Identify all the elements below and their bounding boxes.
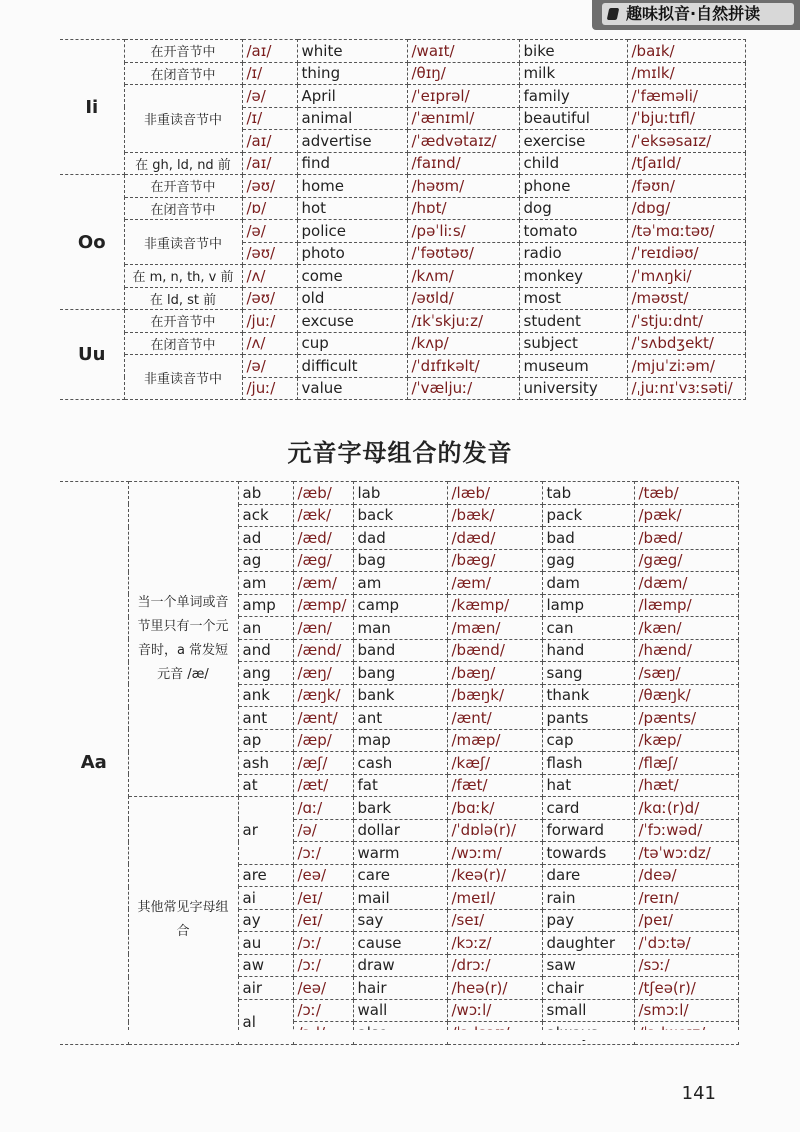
word-ipa-cell: /mɪlk/ bbox=[627, 62, 745, 85]
word-cell: subject bbox=[519, 332, 627, 355]
table-row bbox=[60, 797, 738, 820]
word-cell: camp bbox=[353, 594, 447, 617]
word-ipa-cell: /kæʃ/ bbox=[447, 752, 542, 775]
word-cell: student bbox=[519, 310, 627, 333]
word-ipa-cell: /ˈænɪml/ bbox=[407, 107, 519, 130]
word-ipa-cell: /fæt/ bbox=[447, 774, 542, 797]
word-ipa-cell: /mjuˈziːəm/ bbox=[627, 355, 745, 378]
word-ipa-cell: /mæp/ bbox=[447, 729, 542, 752]
word-ipa-cell: /ɪkˈskjuːz/ bbox=[407, 310, 519, 333]
ipa-cell: /eə/ bbox=[293, 864, 353, 887]
ipa-cell: /æʃ/ bbox=[293, 752, 353, 775]
word-ipa-cell: /ˈdɪfɪkəlt/ bbox=[407, 355, 519, 378]
word-ipa-cell: /bæŋk/ bbox=[447, 684, 542, 707]
combo-cell: air bbox=[238, 977, 293, 1000]
ipa-cell: /æk/ bbox=[293, 504, 353, 527]
word-ipa-cell: /pænts/ bbox=[634, 707, 738, 730]
table-row bbox=[60, 175, 745, 198]
ipa-cell: /ɔː/ bbox=[293, 842, 353, 865]
word-cell: care bbox=[353, 864, 447, 887]
table-row bbox=[60, 85, 745, 108]
word-ipa-cell: /ænt/ bbox=[447, 707, 542, 730]
ipa-cell: /æmp/ bbox=[293, 594, 353, 617]
bookmark-icon bbox=[607, 8, 620, 20]
ipa-cell: /æŋ/ bbox=[293, 662, 353, 685]
word-ipa-cell: /heə(r)/ bbox=[447, 977, 542, 1000]
condition-cell: 非重读音节中 bbox=[124, 220, 242, 265]
header-title: 趣味拟音·自然拼读 bbox=[626, 4, 761, 23]
word-cell: cause bbox=[353, 932, 447, 955]
word-cell: draw bbox=[353, 954, 447, 977]
word-cell: bank bbox=[353, 684, 447, 707]
word-cell: hot bbox=[297, 197, 407, 220]
condition-cell: 非重读音节中 bbox=[124, 85, 242, 153]
word-ipa-cell: /ˈmʌŋki/ bbox=[627, 265, 745, 288]
word-cell: find bbox=[297, 152, 407, 175]
word-cell: bag bbox=[353, 549, 447, 572]
word-cell: value bbox=[297, 377, 407, 400]
word-cell: most bbox=[519, 287, 627, 310]
ipa-cell: /əʊ/ bbox=[242, 175, 297, 198]
page-number: 141 bbox=[681, 1083, 716, 1104]
ipa-cell: /juː/ bbox=[242, 310, 297, 333]
word-ipa-cell: /ˈfəʊtəʊ/ bbox=[407, 242, 519, 265]
word-ipa-cell: /dæd/ bbox=[447, 527, 542, 550]
word-cell: milk bbox=[519, 62, 627, 85]
ipa-cell: /æd/ bbox=[293, 527, 353, 550]
word-cell: monkey bbox=[519, 265, 627, 288]
word-ipa-cell: /ˈreɪdiəʊ/ bbox=[627, 242, 745, 265]
combo-cell: am bbox=[238, 572, 293, 595]
word-ipa-cell: /kʌp/ bbox=[407, 332, 519, 355]
word-cell: map bbox=[353, 729, 447, 752]
word-ipa-cell: /təˈwɔːdz/ bbox=[634, 842, 738, 865]
condition-cell: 在 gh, ld, nd 前 bbox=[124, 152, 242, 175]
table-row bbox=[60, 482, 738, 505]
word-ipa-cell: /læmp/ bbox=[634, 594, 738, 617]
word-ipa-cell: /baɪk/ bbox=[627, 40, 745, 63]
condition-cell: 在开音节中 bbox=[124, 310, 242, 333]
word-cell: museum bbox=[519, 355, 627, 378]
word-cell: phone bbox=[519, 175, 627, 198]
word-cell: towards bbox=[542, 842, 634, 865]
condition-cell: 在 m, n, th, v 前 bbox=[124, 265, 242, 288]
word-ipa-cell: /kɔːz/ bbox=[447, 932, 542, 955]
word-cell: chair bbox=[542, 977, 634, 1000]
word-cell: flash bbox=[542, 752, 634, 775]
word-ipa-cell: /hɒt/ bbox=[407, 197, 519, 220]
table-row bbox=[60, 310, 745, 333]
word-ipa-cell: /bæd/ bbox=[634, 527, 738, 550]
word-cell: warm bbox=[353, 842, 447, 865]
word-cell: police bbox=[297, 220, 407, 243]
word-ipa-cell: /əʊld/ bbox=[407, 287, 519, 310]
word-ipa-cell: /mæn/ bbox=[447, 617, 542, 640]
word-ipa-cell: /ˈvæljuː/ bbox=[407, 377, 519, 400]
word-ipa-cell: /ˈfɔːwəd/ bbox=[634, 819, 738, 842]
word-ipa-cell: /bæg/ bbox=[447, 549, 542, 572]
word-cell: cup bbox=[297, 332, 407, 355]
ipa-cell: /ænd/ bbox=[293, 639, 353, 662]
ipa-cell: /aɪ/ bbox=[242, 130, 297, 153]
word-ipa-cell: /pəˈliːs/ bbox=[407, 220, 519, 243]
ipa-cell: /ə/ bbox=[293, 819, 353, 842]
word-ipa-cell: /sæŋ/ bbox=[634, 662, 738, 685]
word-ipa-cell: /wɔːl/ bbox=[447, 999, 542, 1022]
word-ipa-cell: /kɑː(r)d/ bbox=[634, 797, 738, 820]
combo-cell: ai bbox=[238, 887, 293, 910]
word-ipa-cell: /dæm/ bbox=[634, 572, 738, 595]
word-ipa-cell: /ˈdɔːtə/ bbox=[634, 932, 738, 955]
word-ipa-cell: /θɪŋ/ bbox=[407, 62, 519, 85]
ipa-cell: /æg/ bbox=[293, 549, 353, 572]
combo-cell: aw bbox=[238, 954, 293, 977]
section-title: 元音字母组合的发音 bbox=[287, 439, 513, 467]
word-cell: bark bbox=[353, 797, 447, 820]
combo-cell: an bbox=[238, 617, 293, 640]
word-ipa-cell: /ˈeksəsaɪz/ bbox=[627, 130, 745, 153]
word-cell: child bbox=[519, 152, 627, 175]
ipa-cell: /æt/ bbox=[293, 774, 353, 797]
combo-cell: ash bbox=[238, 752, 293, 775]
combo-cell: are bbox=[238, 864, 293, 887]
table-row bbox=[60, 265, 745, 288]
word-cell: mail bbox=[353, 887, 447, 910]
word-cell: hat bbox=[542, 774, 634, 797]
word-ipa-cell: /tʃaɪld/ bbox=[627, 152, 745, 175]
word-ipa-cell: /kæp/ bbox=[634, 729, 738, 752]
combo-cell: ag bbox=[238, 549, 293, 572]
word-cell: old bbox=[297, 287, 407, 310]
ipa-cell: /ʌ/ bbox=[242, 332, 297, 355]
word-cell: dam bbox=[542, 572, 634, 595]
word-ipa-cell: /kæn/ bbox=[634, 617, 738, 640]
word-cell: tomato bbox=[519, 220, 627, 243]
word-cell: band bbox=[353, 639, 447, 662]
word-cell: dare bbox=[542, 864, 634, 887]
word-cell: daughter bbox=[542, 932, 634, 955]
word-cell: photo bbox=[297, 242, 407, 265]
word-cell: can bbox=[542, 617, 634, 640]
ipa-cell: /ɒ/ bbox=[242, 197, 297, 220]
condition-cell: 在闭音节中 bbox=[124, 332, 242, 355]
combo-cell: ang bbox=[238, 662, 293, 685]
ipa-cell: /ɪ/ bbox=[242, 62, 297, 85]
ipa-cell: /ə/ bbox=[242, 220, 297, 243]
word-ipa-cell: /ˈædvətaɪz/ bbox=[407, 130, 519, 153]
combo-cell: ank bbox=[238, 684, 293, 707]
word-ipa-cell: /bɑːk/ bbox=[447, 797, 542, 820]
condition-cell: 在闭音节中 bbox=[124, 62, 242, 85]
word-cell: dog bbox=[519, 197, 627, 220]
word-ipa-cell: /flæʃ/ bbox=[634, 752, 738, 775]
word-cell: excuse bbox=[297, 310, 407, 333]
word-ipa-cell: /kʌm/ bbox=[407, 265, 519, 288]
ipa-cell: /ə/ bbox=[242, 355, 297, 378]
condition-cell: 在 ld, st 前 bbox=[124, 287, 242, 310]
word-ipa-cell: /ˈsʌbdʒekt/ bbox=[627, 332, 745, 355]
word-cell: ant bbox=[353, 707, 447, 730]
word-ipa-cell: /θæŋk/ bbox=[634, 684, 738, 707]
word-ipa-cell: /həʊm/ bbox=[407, 175, 519, 198]
word-cell: home bbox=[297, 175, 407, 198]
ipa-cell: /æŋk/ bbox=[293, 684, 353, 707]
condition-cell: 在闭音节中 bbox=[124, 197, 242, 220]
word-ipa-cell: /tʃeə(r)/ bbox=[634, 977, 738, 1000]
combo-cell: ack bbox=[238, 504, 293, 527]
word-cell: gag bbox=[542, 549, 634, 572]
ipa-cell: /æb/ bbox=[293, 482, 353, 505]
word-cell: radio bbox=[519, 242, 627, 265]
word-ipa-cell: /ˈstjuːdnt/ bbox=[627, 310, 745, 333]
header-title-box bbox=[602, 3, 794, 25]
combo-cell: at bbox=[238, 774, 293, 797]
letter-cell: Ii bbox=[60, 40, 124, 175]
word-ipa-cell: /deə/ bbox=[634, 864, 738, 887]
ipa-cell: /əʊ/ bbox=[242, 287, 297, 310]
word-ipa-cell: /dɒg/ bbox=[627, 197, 745, 220]
combo-cell: ab bbox=[238, 482, 293, 505]
word-cell: bike bbox=[519, 40, 627, 63]
vowel-combination-table bbox=[60, 481, 739, 1045]
ipa-cell: /eɪ/ bbox=[293, 887, 353, 910]
word-ipa-cell: /sɔː/ bbox=[634, 954, 738, 977]
ipa-cell: /ɑː/ bbox=[293, 797, 353, 820]
ipa-cell: /æm/ bbox=[293, 572, 353, 595]
ipa-cell: /æp/ bbox=[293, 729, 353, 752]
word-cell: small bbox=[542, 999, 634, 1022]
table-row bbox=[60, 287, 745, 310]
word-cell: hand bbox=[542, 639, 634, 662]
word-ipa-cell: /smɔːl/ bbox=[634, 999, 738, 1022]
ipa-cell: /aɪ/ bbox=[242, 152, 297, 175]
word-cell: family bbox=[519, 85, 627, 108]
word-ipa-cell: /faɪnd/ bbox=[407, 152, 519, 175]
table-row bbox=[60, 332, 745, 355]
word-cell: dad bbox=[353, 527, 447, 550]
word-cell: cap bbox=[542, 729, 634, 752]
word-cell: card bbox=[542, 797, 634, 820]
condition-cell: 当一个单词或音节里只有一个元音时，a 常发短元音 /æ/ bbox=[128, 482, 238, 797]
word-cell: pack bbox=[542, 504, 634, 527]
word-ipa-cell: /məʊst/ bbox=[627, 287, 745, 310]
word-cell: lab bbox=[353, 482, 447, 505]
table-row bbox=[60, 197, 745, 220]
word-ipa-cell: /ˈdɒlə(r)/ bbox=[447, 819, 542, 842]
word-cell: am bbox=[353, 572, 447, 595]
letter-cell: Oo bbox=[60, 175, 124, 310]
word-cell: beautiful bbox=[519, 107, 627, 130]
word-cell: rain bbox=[542, 887, 634, 910]
word-ipa-cell: /ˈfæməli/ bbox=[627, 85, 745, 108]
word-ipa-cell: /hæt/ bbox=[634, 774, 738, 797]
word-ipa-cell: /fəʊn/ bbox=[627, 175, 745, 198]
ipa-cell: /æn/ bbox=[293, 617, 353, 640]
table-row bbox=[60, 40, 745, 63]
word-cell: pants bbox=[542, 707, 634, 730]
word-cell: say bbox=[353, 909, 447, 932]
condition-cell: 非重读音节中 bbox=[124, 355, 242, 400]
ipa-cell: /eə/ bbox=[293, 977, 353, 1000]
word-ipa-cell: /ˌjuːnɪˈvɜːsəti/ bbox=[627, 377, 745, 400]
word-cell: bad bbox=[542, 527, 634, 550]
word-cell: sang bbox=[542, 662, 634, 685]
word-cell: man bbox=[353, 617, 447, 640]
ipa-cell: /ɔː/ bbox=[293, 999, 353, 1022]
word-cell: come bbox=[297, 265, 407, 288]
table-row bbox=[60, 152, 745, 175]
word-ipa-cell: /ˈeɪprəl/ bbox=[407, 85, 519, 108]
word-ipa-cell: /læb/ bbox=[447, 482, 542, 505]
word-cell: advertise bbox=[297, 130, 407, 153]
ipa-cell: /ə/ bbox=[242, 85, 297, 108]
word-cell: back bbox=[353, 504, 447, 527]
word-cell: exercise bbox=[519, 130, 627, 153]
word-cell: fat bbox=[353, 774, 447, 797]
condition-cell: 在开音节中 bbox=[124, 40, 242, 63]
table-row bbox=[60, 62, 745, 85]
word-ipa-cell: /bæk/ bbox=[447, 504, 542, 527]
word-cell: animal bbox=[297, 107, 407, 130]
word-ipa-cell: /peɪ/ bbox=[634, 909, 738, 932]
word-ipa-cell: /bæŋ/ bbox=[447, 662, 542, 685]
word-cell: forward bbox=[542, 819, 634, 842]
word-cell: university bbox=[519, 377, 627, 400]
combo-cell: and bbox=[238, 639, 293, 662]
word-cell: cash bbox=[353, 752, 447, 775]
word-cell: white bbox=[297, 40, 407, 63]
condition-cell: 其他常见字母组合 bbox=[128, 797, 238, 1045]
word-cell: thing bbox=[297, 62, 407, 85]
page-cutoff-mask bbox=[60, 1030, 750, 1040]
word-cell: tab bbox=[542, 482, 634, 505]
word-cell: dollar bbox=[353, 819, 447, 842]
word-cell: April bbox=[297, 85, 407, 108]
word-cell: thank bbox=[542, 684, 634, 707]
word-ipa-cell: /reɪn/ bbox=[634, 887, 738, 910]
combo-cell: au bbox=[238, 932, 293, 955]
vowel-letter-table bbox=[60, 39, 746, 400]
table-row bbox=[60, 355, 745, 378]
word-cell: saw bbox=[542, 954, 634, 977]
word-ipa-cell: /drɔː/ bbox=[447, 954, 542, 977]
combo-cell: ad bbox=[238, 527, 293, 550]
combo-cell: ar bbox=[238, 797, 293, 865]
word-cell: pay bbox=[542, 909, 634, 932]
combo-cell: ay bbox=[238, 909, 293, 932]
table-row bbox=[60, 220, 745, 243]
word-ipa-cell: /wɔːm/ bbox=[447, 842, 542, 865]
word-ipa-cell: /bænd/ bbox=[447, 639, 542, 662]
ipa-cell: /aɪ/ bbox=[242, 40, 297, 63]
word-ipa-cell: /pæk/ bbox=[634, 504, 738, 527]
word-cell: lamp bbox=[542, 594, 634, 617]
ipa-cell: /juː/ bbox=[242, 377, 297, 400]
word-ipa-cell: /hænd/ bbox=[634, 639, 738, 662]
word-cell: bang bbox=[353, 662, 447, 685]
word-ipa-cell: /æm/ bbox=[447, 572, 542, 595]
letter-cell: Aa bbox=[60, 482, 128, 1045]
word-cell: hair bbox=[353, 977, 447, 1000]
combo-cell: ant bbox=[238, 707, 293, 730]
ipa-cell: /ɔː/ bbox=[293, 932, 353, 955]
condition-cell: 在开音节中 bbox=[124, 175, 242, 198]
word-cell: difficult bbox=[297, 355, 407, 378]
word-ipa-cell: /waɪt/ bbox=[407, 40, 519, 63]
word-ipa-cell: /təˈmɑːtəʊ/ bbox=[627, 220, 745, 243]
combo-cell: amp bbox=[238, 594, 293, 617]
combo-cell: al bbox=[238, 999, 293, 1044]
letter-cell: Uu bbox=[60, 310, 124, 400]
word-cell: wall bbox=[353, 999, 447, 1022]
word-ipa-cell: /meɪl/ bbox=[447, 887, 542, 910]
header-tab bbox=[592, 0, 800, 30]
ipa-cell: /ɪ/ bbox=[242, 107, 297, 130]
ipa-cell: /eɪ/ bbox=[293, 909, 353, 932]
word-ipa-cell: /seɪ/ bbox=[447, 909, 542, 932]
combo-cell: ap bbox=[238, 729, 293, 752]
ipa-cell: /ɔː/ bbox=[293, 954, 353, 977]
ipa-cell: /ʌ/ bbox=[242, 265, 297, 288]
word-ipa-cell: /ˈbjuːtɪfl/ bbox=[627, 107, 745, 130]
ipa-cell: /ænt/ bbox=[293, 707, 353, 730]
word-ipa-cell: /tæb/ bbox=[634, 482, 738, 505]
word-ipa-cell: /keə(r)/ bbox=[447, 864, 542, 887]
word-ipa-cell: /kæmp/ bbox=[447, 594, 542, 617]
ipa-cell: /əʊ/ bbox=[242, 242, 297, 265]
word-ipa-cell: /gæg/ bbox=[634, 549, 738, 572]
